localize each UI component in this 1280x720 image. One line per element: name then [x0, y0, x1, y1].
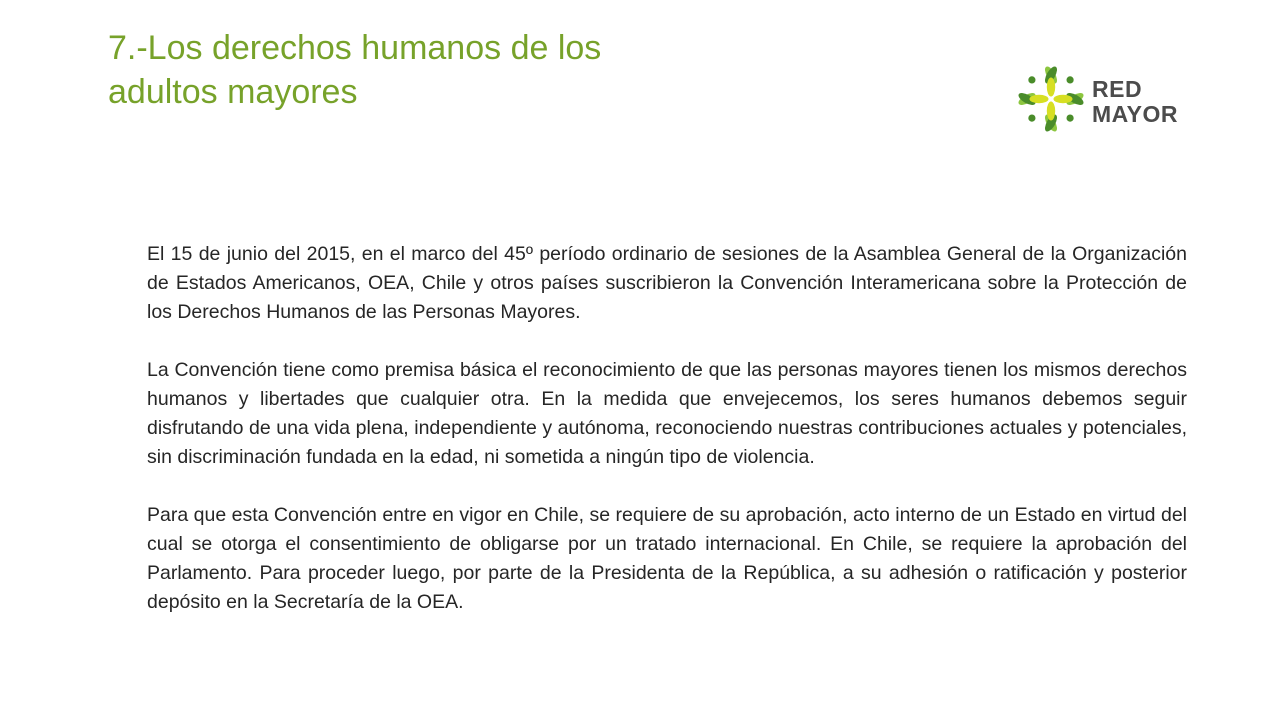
logo-leaf-cluster: [1043, 102, 1060, 134]
logo-dot: [1065, 113, 1075, 123]
body-text: [147, 240, 1187, 617]
logo-leaf-cluster: [1017, 91, 1049, 108]
logo-leaf: [1047, 78, 1055, 97]
logo-dot: [1065, 75, 1075, 85]
logo-word-mayor: MAYOR: [1092, 101, 1178, 127]
logo-dot: [1027, 113, 1037, 123]
paragraph-convention-approval: Para que esta Convención entre en vigor en Chile, se requiere de su aprobación, acto interno de un Estado en virtud del cual se otorga el consentimiento de obligarse por un tratado internacional. En Chile, se requiere la aprobación del Parlamento. Para proceder luego, por parte de la Presidenta de la República, a su adhesión o ratificación y posterior depósito en la Secretaría de la OEA.: [147, 504, 1187, 613]
red-mayor-leaf-ring-icon: [1016, 64, 1086, 134]
paragraph-convention-premise: La Convención tiene como premisa básica el reconocimiento de que las personas mayores tienen los mismos derechos humanos y libertades que cualquier otra. En la medida que envejecemos, los seres humanos debemos seguir disfrutando de una vida plena, independiente y autónoma, reconociendo nuestras contribuciones actuales y potenciales, sin discriminación fundada en la edad, ni sometida a ningún tipo de violencia.: [147, 359, 1187, 468]
logo-word-red: RED: [1092, 76, 1143, 102]
logo-leaf: [1047, 102, 1055, 121]
logo-dot: [1027, 75, 1037, 85]
slide-title-line-1: 7.-Los derechos humanos de los: [108, 29, 602, 67]
logo-leaf-cluster: [1043, 65, 1060, 97]
red-mayor-logo: [1016, 64, 1196, 140]
logo-leaf-cluster: [1054, 91, 1086, 108]
slide-title: [108, 26, 728, 114]
paragraph-convention-signing: El 15 de junio del 2015, en el marco del 45º período ordinario de sesiones de la Asamblea General de la Organización de Estados Americanos, OEA, Chile y otros países suscribieron la Convención Interamericana sobre la Protección de los Derechos Humanos de las Personas Mayores.: [147, 243, 1187, 323]
logo-leaf: [1030, 95, 1049, 103]
logo-leaf: [1054, 95, 1073, 103]
slide-title-line-2: adultos mayores: [108, 73, 358, 111]
